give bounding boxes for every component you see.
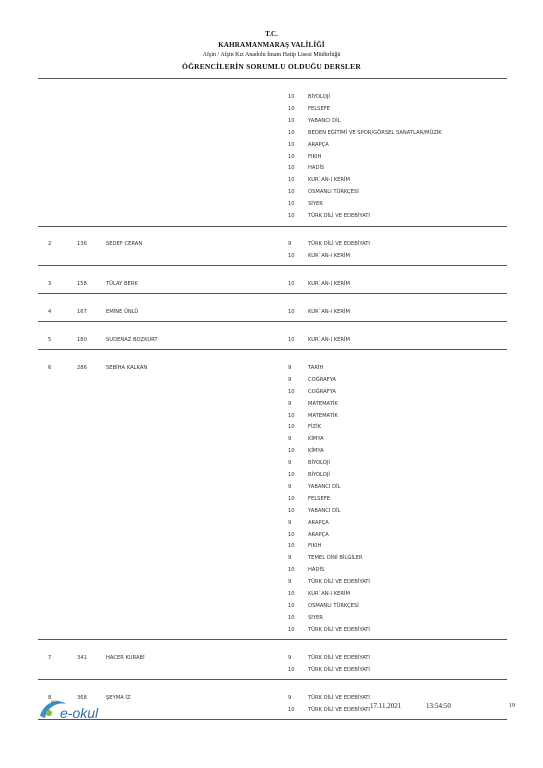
lesson-name: FIKIH — [308, 543, 322, 550]
student-school-number: 167 — [77, 308, 87, 315]
page-title: ÖĞRENCİLERİN SORUMLU OLDUĞU DERSLER — [182, 62, 361, 71]
student-row-number: 5 — [48, 336, 52, 343]
student-name: HACER KURABİ — [106, 654, 145, 661]
lesson-name: HADİS — [308, 567, 325, 574]
lesson-grade: 9 — [288, 400, 292, 407]
lesson-grade: 10 — [288, 129, 295, 136]
lesson-name: KUR`AN-I KERİM — [308, 177, 351, 184]
lesson-grade: 10 — [288, 177, 295, 184]
lesson-grade: 9 — [288, 519, 292, 526]
header-tc: T.C. — [265, 30, 278, 38]
lesson-grade: 10 — [288, 94, 295, 100]
lesson-name: ARAPÇA — [308, 519, 329, 526]
lesson-name: MATEMATİK — [308, 412, 338, 419]
lesson-name: KUR`AN-I KERİM — [308, 308, 351, 315]
student-school-number: 341 — [77, 654, 87, 661]
logo-text: e-okul — [60, 705, 99, 721]
lesson-grade: 9 — [288, 376, 292, 383]
lesson-name: FELSEFE — [308, 495, 330, 502]
group-divider — [38, 639, 507, 640]
lesson-grade: 10 — [288, 626, 295, 633]
lesson-name: KİMYA — [308, 448, 324, 455]
student-school-number: 286 — [77, 364, 87, 371]
lesson-grade: 10 — [288, 189, 295, 196]
lesson-name: FİZİK — [308, 424, 321, 431]
student-name: SUDENAZ BOZKURT — [106, 336, 158, 343]
lesson-name: COĞRAFYA — [308, 376, 336, 383]
group-divider — [38, 321, 507, 322]
group-divider — [38, 349, 507, 350]
lesson-name: TÜRK DİLİ VE EDEBİYATI — [308, 654, 370, 661]
lesson-grade: 9 — [288, 460, 292, 467]
student-row-number: 3 — [48, 280, 52, 287]
lesson-name: TÜRK DİLİ VE EDEBİYATI — [308, 213, 370, 219]
lesson-name: TÜRK DİLİ VE EDEBİYATI — [308, 694, 370, 701]
lesson-grade: 9 — [288, 555, 292, 562]
lesson-grade: 10 — [288, 495, 295, 502]
group-divider — [38, 293, 507, 294]
lesson-name: TÜRK DİLİ VE EDEBİYATI — [308, 666, 370, 673]
lesson-grade: 10 — [288, 507, 295, 514]
logo-small-label: MEB — [51, 700, 59, 704]
lesson-name: TÜRK DİLİ VE EDEBİYATI — [308, 579, 370, 586]
student-name: ŞEYMA İZ — [106, 694, 131, 701]
lesson-name: OSMANLI TÜRKÇESİ — [308, 189, 359, 196]
group-divider — [38, 78, 507, 79]
lesson-grade: 10 — [288, 153, 295, 160]
group-divider — [38, 226, 507, 227]
student-school-number: 368 — [77, 694, 87, 701]
lesson-name: FIKIH — [308, 153, 322, 160]
lesson-grade: 10 — [288, 666, 295, 673]
student-row-number: 8 — [48, 694, 52, 701]
lesson-name: TÜRK DİLİ VE EDEBİYATI — [308, 626, 370, 633]
e-okul-logo — [36, 694, 116, 724]
lesson-name: ARAPÇA — [308, 141, 329, 148]
lesson-grade: 9 — [288, 579, 292, 586]
lesson-name: BİYOLOJİ — [308, 472, 330, 478]
lesson-grade: 10 — [288, 602, 295, 609]
header-governorship: KAHRAMANMARAŞ VALİLİĞİ — [218, 41, 325, 49]
student-row-number: 2 — [48, 241, 52, 247]
page-number: 19 — [509, 703, 515, 709]
student-school-number: 158 — [77, 280, 87, 287]
lesson-name: SİYER — [308, 614, 323, 621]
lesson-grade: 10 — [288, 141, 295, 148]
lesson-grade: 10 — [288, 424, 295, 431]
lesson-name: TEMEL DİNİ BİLGİLER — [308, 555, 363, 562]
lesson-grade: 10 — [288, 567, 295, 574]
group-divider — [38, 265, 507, 266]
lesson-name: OSMANLI TÜRKÇESİ — [308, 602, 359, 609]
lesson-name: YABANCI DİL — [308, 507, 341, 514]
lesson-name: SİYER — [308, 201, 323, 208]
lesson-grade: 10 — [288, 165, 295, 172]
student-school-number: 136 — [77, 241, 87, 247]
lesson-grade: 9 — [288, 483, 292, 490]
lesson-grade: 10 — [288, 308, 295, 315]
lesson-name: KUR`AN-I KERİM — [308, 336, 351, 343]
lesson-grade: 10 — [288, 472, 295, 478]
lesson-grade: 10 — [288, 117, 295, 124]
student-name: TÜLAY BERK — [106, 280, 138, 287]
lesson-name: KUR`AN-I KERİM — [308, 252, 351, 259]
lesson-grade: 10 — [288, 591, 295, 597]
lesson-grade: 10 — [288, 531, 295, 538]
header-school: Afşin / Afşin Kız Anadolu İmam Hatip Lisesi Müdürlüğü — [202, 52, 341, 58]
student-row-number: 4 — [48, 308, 52, 315]
lesson-name: BEDEN EĞİTİMİ VE SPOR/GÖRSEL SANATLAR/MÜZİK — [308, 129, 442, 136]
student-row-number: 7 — [48, 654, 52, 661]
lesson-name: KİMYA — [308, 436, 324, 443]
student-row-number: 6 — [48, 364, 52, 371]
lesson-grade: 10 — [288, 614, 295, 621]
lesson-name: HADİS — [308, 165, 325, 172]
lesson-grade: 10 — [288, 448, 295, 455]
print-date: 17.11.2021 — [370, 702, 402, 710]
lesson-grade: 9 — [288, 436, 292, 443]
lesson-name: ARAPÇA — [308, 531, 329, 538]
student-school-number: 180 — [77, 336, 87, 343]
lesson-name: YABANCI DİL — [308, 483, 341, 490]
group-divider — [38, 679, 507, 680]
lesson-name: KUR`AN-I KERİM — [308, 280, 351, 287]
lesson-grade: 10 — [288, 252, 295, 259]
student-name: SEBİHA KALKAN — [106, 364, 148, 371]
student-name: EMİNE ÜNLÜ — [106, 308, 139, 315]
lesson-grade: 10 — [288, 201, 295, 208]
lesson-name: TÜRK DİLİ VE EDEBİYATI — [308, 706, 370, 713]
lesson-grade: 9 — [288, 241, 292, 247]
lesson-grade: 9 — [288, 694, 292, 701]
lesson-name: FELSEFE — [308, 105, 330, 112]
lesson-name: TÜRK DİLİ VE EDEBİYATI — [308, 241, 370, 247]
lesson-grade: 10 — [288, 388, 295, 395]
lesson-grade: 10 — [288, 105, 295, 112]
lesson-name: MATEMATİK — [308, 400, 338, 407]
lesson-grade: 10 — [288, 336, 295, 343]
lesson-grade: 10 — [288, 412, 295, 419]
student-name: SEDEF CERAN — [106, 241, 143, 247]
print-time: 13:54:50 — [426, 702, 451, 710]
lesson-grade: 10 — [288, 543, 295, 550]
lesson-name: YABANCI DİL — [308, 117, 341, 124]
lesson-grade: 9 — [288, 654, 292, 661]
logo-dot-icon — [46, 710, 52, 716]
lesson-name: BİYOLOJİ — [308, 460, 330, 467]
lesson-name: KUR`AN-I KERİM — [308, 591, 351, 597]
lesson-grade: 10 — [288, 706, 295, 713]
lesson-name: BİYOLOJİ — [308, 94, 330, 100]
lesson-grade: 10 — [288, 213, 295, 219]
lesson-grade: 10 — [288, 280, 295, 287]
lesson-grade: 9 — [288, 364, 292, 371]
lesson-name: COĞRAFYA — [308, 388, 336, 395]
lesson-name: TARİH — [308, 364, 324, 371]
